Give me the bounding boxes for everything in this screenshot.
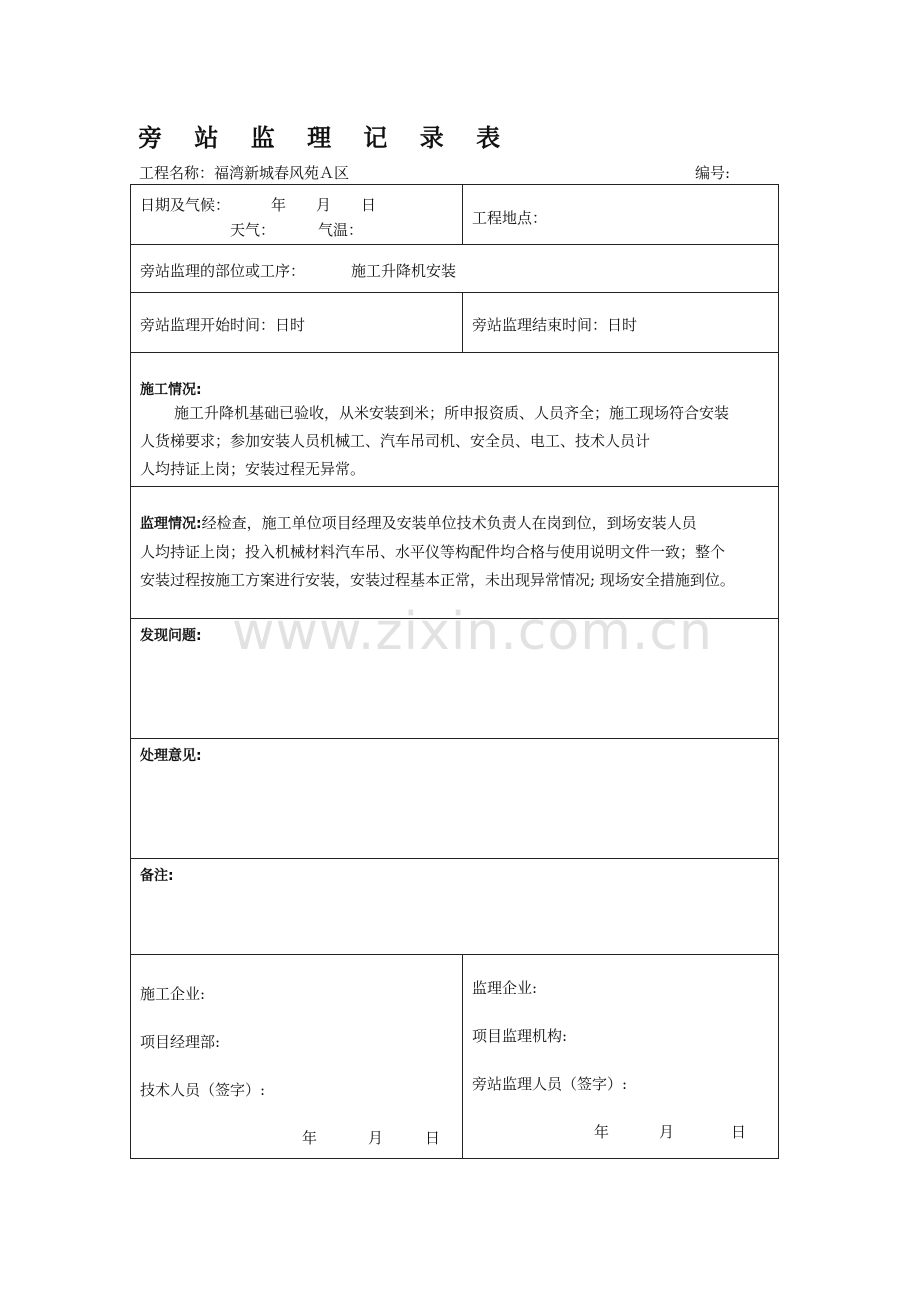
construction-line-2: 人货梯要求；参加安装人员机械工、汽车吊司机、安全员、电工、技术人员计: [140, 432, 651, 450]
left-day-label: 日: [425, 1129, 441, 1147]
construction-text: [140, 399, 772, 483]
supervision-heading: 监理情况:: [140, 516, 202, 532]
column-divider: [462, 293, 463, 352]
supervision-company-label: 监理企业:: [472, 979, 538, 997]
construction-line-3: 人均持证上岗；安装过程无异常。: [140, 460, 366, 478]
right-year-label: 年: [594, 1123, 610, 1141]
remarks-section: [131, 859, 778, 955]
part-value: 施工升降机安装: [351, 262, 457, 280]
construction-section: [131, 353, 778, 487]
opinions-heading: 处理意见:: [140, 748, 202, 764]
supervision-line-1-text: 经检查，施工单位项目经理及安装单位技术负责人在岗到位，到场安装人员: [201, 514, 697, 532]
signature-section: [131, 955, 778, 1158]
opinions-section: [131, 739, 778, 859]
supervision-line-3: 安装过程按施工方案进行安装，安装过程基本正常，未出现异常情况; 现场安全措施到位。: [140, 571, 735, 589]
supervision-text: [140, 509, 772, 594]
year-label: 年: [271, 196, 287, 214]
column-divider: [462, 185, 463, 244]
remarks-heading: 备注:: [140, 868, 174, 884]
temperature-label: 气温：: [318, 221, 364, 239]
construction-line-1: 施工升降机基础已验收，从米安装到米；所申报资质、人员齐全；施工现场符合安装: [174, 404, 730, 422]
month-label: 月: [316, 196, 332, 214]
left-year-label: 年: [302, 1129, 318, 1147]
time-row: [131, 293, 778, 353]
right-month-label: 月: [659, 1123, 675, 1141]
weather-label: 天气：: [230, 221, 276, 239]
construction-company-label: 施工企业:: [140, 985, 206, 1003]
location-label: 工程地点：: [472, 209, 548, 227]
supervision-agency-label: 项目监理机构:: [472, 1027, 568, 1045]
column-divider: [462, 955, 463, 1158]
date-weather-row: [131, 185, 778, 245]
technician-signature-label: 技术人员（签字）:: [140, 1081, 266, 1099]
end-time: 旁站监理结束时间：日时: [472, 316, 638, 334]
construction-heading: 施工情况:: [140, 382, 202, 398]
left-month-label: 月: [368, 1129, 384, 1147]
project-manager-label: 项目经理部:: [140, 1033, 221, 1051]
project-name: 工程名称：福湾新城春风苑Ａ区: [139, 164, 350, 182]
supervision-line-2: 人均持证上岗；投入机械材料汽车吊、水平仪等构配件均合格与使用说明文件一致；整个: [140, 543, 726, 561]
part-row: [131, 245, 778, 293]
supervisor-signature-label: 旁站监理人员（签字）:: [472, 1075, 628, 1093]
watermark: www.zixin.com.cn: [232, 602, 713, 662]
record-form: [130, 184, 779, 1159]
supervision-section: [131, 487, 778, 619]
part-label: 旁站监理的部位或工序：: [140, 262, 306, 280]
right-day-label: 日: [731, 1123, 747, 1141]
form-title: 旁 站 监 理 记 录 表: [138, 123, 513, 152]
problems-heading: 发现问题:: [140, 628, 202, 644]
date-weather-label: 日期及气候：: [140, 196, 231, 214]
start-time: 旁站监理开始时间：日时: [140, 316, 306, 334]
serial-number: 编号:: [695, 164, 731, 182]
day-label: 日: [361, 196, 377, 214]
supervision-line-1: [140, 509, 772, 538]
